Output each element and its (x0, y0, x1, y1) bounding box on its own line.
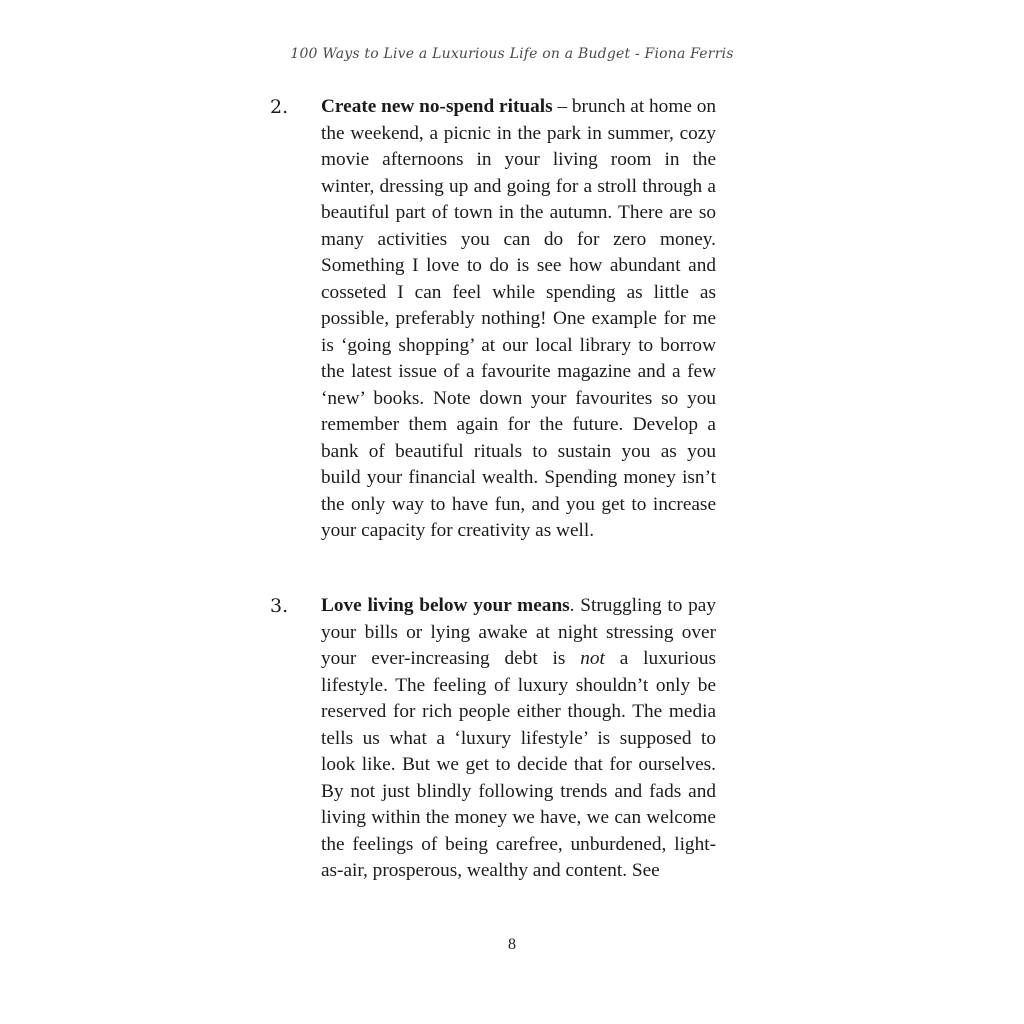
item-body (321, 593, 716, 885)
item-number: 3. (270, 595, 289, 617)
item-emphasis: not (580, 648, 605, 669)
item-text: . Struggling to pay your bills or lying awake at night stressing over your ever-increasing debt is (321, 595, 716, 669)
item-title: Create new no-spend rituals (321, 96, 553, 117)
item-title: Love living below your means (321, 595, 570, 616)
item-body (321, 94, 716, 545)
list-item (270, 593, 716, 885)
page-number: 8 (508, 936, 516, 953)
item-number: 2. (270, 96, 289, 118)
list-item (270, 94, 716, 545)
item-text: – brunch at home on the weekend, a picnic in the park in summer, cozy movie afternoons in your living room in the winter, dressing up and going for a stroll through a beautiful part of town in the autumn. There are so many activities you can do for zero money. Something I love to do is see how abundant and cosseted I can feel while spending as little as possible, preferably nothing! One example for me is ‘going shopping’ at our local library to borrow the latest issue of a favourite magazine and a few ‘new’ books. Note down your favourites so you remember them again for the future. Develop a bank of beautiful rituals to sustain you as you build your financial wealth. Spending money isn’t the only way to have fun, and you get to increase your capacity for creativity as well. (321, 96, 716, 541)
item-text-continued: a luxurious lifestyle. The feeling of luxury shouldn’t only be reserved for rich people either though. The media tells us what a ‘luxury lifestyle’ is supposed to look like. But we get to decide that for ourselves. By not just blindly following trends and fads and living within the money we have, we can welcome the feelings of being carefree, unburdened, light-as-air, prosperous, wealthy and content. See (321, 648, 716, 881)
running-header: 100 Ways to Live a Luxurious Life on a Budget - Fiona Ferris (290, 46, 734, 62)
